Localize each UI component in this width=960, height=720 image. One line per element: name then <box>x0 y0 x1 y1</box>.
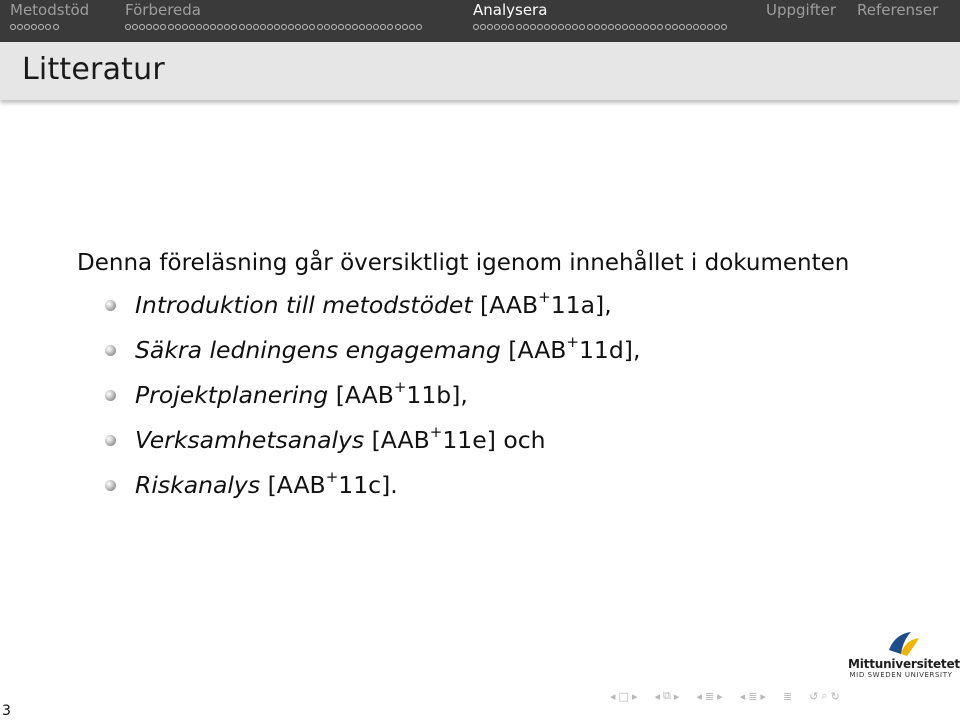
nav-left-icon[interactable]: ◂ <box>610 689 616 703</box>
frame-dot[interactable] <box>700 24 706 30</box>
bullet-icon <box>105 300 116 311</box>
nav-section-forbereda[interactable]: Förbereda <box>125 1 201 19</box>
citation[interactable]: [AAB+11b], <box>335 378 468 409</box>
frame-dot[interactable] <box>53 24 59 30</box>
frame-dot[interactable] <box>10 24 16 30</box>
frame-dot[interactable] <box>693 24 699 30</box>
frame-dot[interactable] <box>416 24 422 30</box>
logo-mark-icon <box>883 628 923 658</box>
subsection-icon[interactable]: ⧉ <box>663 689 671 702</box>
bullet-icon <box>105 345 116 356</box>
frame-dot[interactable] <box>160 24 166 30</box>
nav-dots-analysera[interactable] <box>473 24 728 34</box>
frame-dot[interactable] <box>331 24 337 30</box>
frame-dot[interactable] <box>608 24 614 30</box>
nav-left-icon[interactable]: ◂ <box>654 689 660 703</box>
frame-dot[interactable] <box>530 24 536 30</box>
frame-dot[interactable] <box>516 24 522 30</box>
bullet-icon <box>105 480 116 491</box>
frame-dot[interactable] <box>387 24 393 30</box>
frame-dot[interactable] <box>558 24 564 30</box>
frame-dot[interactable] <box>253 24 259 30</box>
frame-dot[interactable] <box>309 24 315 30</box>
nav-right-icon[interactable]: ▸ <box>760 689 766 703</box>
bullet-icon <box>105 390 116 401</box>
frame-dot[interactable] <box>324 24 330 30</box>
frame-dot[interactable] <box>260 24 266 30</box>
search-icon[interactable]: ⌕ <box>821 689 828 702</box>
frame-dot[interactable] <box>501 24 507 30</box>
frame-dot[interactable] <box>714 24 720 30</box>
citation[interactable]: [AAB+11c]. <box>267 468 398 499</box>
frame-dot[interactable] <box>409 24 415 30</box>
nav-section-referenser[interactable]: Referenser <box>857 1 939 19</box>
nav-left-icon[interactable]: ◂ <box>696 689 702 703</box>
frame-dot[interactable] <box>288 24 294 30</box>
nav-section-analysera[interactable]: Analysera <box>473 1 548 19</box>
nav-section-metodstod[interactable]: Metodstöd <box>10 1 90 19</box>
frame-dot[interactable] <box>338 24 344 30</box>
frame-dot[interactable] <box>395 24 401 30</box>
frame-dot[interactable] <box>189 24 195 30</box>
frame-dot[interactable] <box>267 24 273 30</box>
frame-dot[interactable] <box>175 24 181 30</box>
frame-dot[interactable] <box>17 24 23 30</box>
frame-dot[interactable] <box>217 24 223 30</box>
nav-right-icon[interactable]: ▸ <box>631 689 638 703</box>
frame-dot[interactable] <box>594 24 600 30</box>
logo-name: Mittuniversitetet <box>848 657 960 671</box>
nav-dots-forbereda[interactable] <box>125 24 423 34</box>
frame-dot[interactable] <box>494 24 500 30</box>
frame-dot[interactable] <box>31 24 37 30</box>
frame-title: Litteratur <box>22 52 165 87</box>
back-icon[interactable]: ↺ <box>809 689 819 703</box>
frame-dot[interactable] <box>281 24 287 30</box>
frame-dot[interactable] <box>132 24 138 30</box>
frame-dot[interactable] <box>523 24 529 30</box>
frame-dot[interactable] <box>168 24 174 30</box>
forward-icon[interactable]: ↻ <box>830 689 840 703</box>
frame-dot[interactable] <box>24 24 30 30</box>
frame-dot[interactable] <box>38 24 44 30</box>
page-number: 3 <box>2 703 11 719</box>
frame-dot[interactable] <box>629 24 635 30</box>
frame-title-bar <box>0 42 960 100</box>
frame-dot[interactable] <box>295 24 301 30</box>
frame-dot[interactable] <box>686 24 692 30</box>
frame-dot[interactable] <box>636 24 642 30</box>
intro-text: Denna föreläsning går översiktligt igenom innehållet i dokumenten <box>77 250 850 276</box>
frame-dot[interactable] <box>551 24 557 30</box>
frame-dot[interactable] <box>359 24 365 30</box>
frame-dot[interactable] <box>615 24 621 30</box>
frame-dot[interactable] <box>366 24 372 30</box>
nav-section-uppgifter[interactable]: Uppgifter <box>766 1 837 19</box>
frame-dot[interactable] <box>508 24 514 30</box>
frame-dot[interactable] <box>203 24 209 30</box>
document-title: Riskanalys <box>135 470 261 499</box>
frame-dot[interactable] <box>622 24 628 30</box>
bullet-icon <box>105 435 116 446</box>
frame-dot[interactable] <box>246 24 252 30</box>
citation[interactable]: [AAB+11e] och <box>371 423 546 454</box>
frame-dot[interactable] <box>537 24 543 30</box>
frame-dot[interactable] <box>139 24 145 30</box>
frame-dot[interactable] <box>125 24 131 30</box>
section-icon[interactable]: ≣ <box>704 689 715 703</box>
frame-dot[interactable] <box>239 24 245 30</box>
nav-left-icon[interactable]: ◂ <box>739 689 746 703</box>
frame-dot[interactable] <box>317 24 323 30</box>
frame-dot[interactable] <box>679 24 685 30</box>
frame-dot[interactable] <box>45 24 51 30</box>
frame-dot[interactable] <box>153 24 159 30</box>
document-title: Projektplanering <box>135 380 329 409</box>
logo-subtitle: MID SWEDEN UNIVERSITY <box>849 671 953 679</box>
frame-dot[interactable] <box>579 24 585 30</box>
frame-dot[interactable] <box>544 24 550 30</box>
frame-dot[interactable] <box>587 24 593 30</box>
nav-right-icon[interactable]: ▸ <box>673 689 680 703</box>
frame-dot[interactable] <box>480 24 486 30</box>
document-icon[interactable]: ≣ <box>748 689 758 703</box>
frame-dot[interactable] <box>274 24 280 30</box>
frame-dot[interactable] <box>707 24 713 30</box>
document-title: Verksamhetsanalys <box>135 425 365 454</box>
citation[interactable]: [AAB+11d], <box>508 333 641 364</box>
frame-dot[interactable] <box>487 24 493 30</box>
frame-dot[interactable] <box>231 24 237 30</box>
beamer-navigation-symbols <box>610 688 843 704</box>
frame-dot[interactable] <box>601 24 607 30</box>
frame-dot[interactable] <box>210 24 216 30</box>
frame-dot[interactable] <box>373 24 379 30</box>
frame-dot[interactable] <box>665 24 671 30</box>
frame-dot[interactable] <box>402 24 408 30</box>
frame-icon[interactable]: □ <box>618 689 629 703</box>
frame-dot[interactable] <box>345 24 351 30</box>
frame-dot[interactable] <box>196 24 202 30</box>
frame-dot[interactable] <box>182 24 188 30</box>
document-title: Säkra ledningens engagemang <box>135 335 501 364</box>
nav-right-icon[interactable]: ▸ <box>717 689 723 703</box>
frame-dot[interactable] <box>380 24 386 30</box>
document-title: Introduktion till metodstödet <box>135 290 473 319</box>
frame-dot[interactable] <box>650 24 656 30</box>
frame-dot[interactable] <box>302 24 308 30</box>
nav-dots-metodstod[interactable] <box>10 24 60 34</box>
appendix-icon[interactable]: ≣ <box>782 689 793 703</box>
frame-dot[interactable] <box>565 24 571 30</box>
university-logo <box>848 628 960 680</box>
frame-dot[interactable] <box>643 24 649 30</box>
frame-dot[interactable] <box>473 24 479 30</box>
frame-dot[interactable] <box>352 24 358 30</box>
citation[interactable]: [AAB+11a], <box>480 288 612 319</box>
frame-dot[interactable] <box>721 24 727 30</box>
frame-dot[interactable] <box>224 24 230 30</box>
frame-dot[interactable] <box>672 24 678 30</box>
section-navbar <box>0 0 960 42</box>
frame-dot[interactable] <box>572 24 578 30</box>
frame-dot[interactable] <box>146 24 152 30</box>
frame-dot[interactable] <box>657 24 663 30</box>
